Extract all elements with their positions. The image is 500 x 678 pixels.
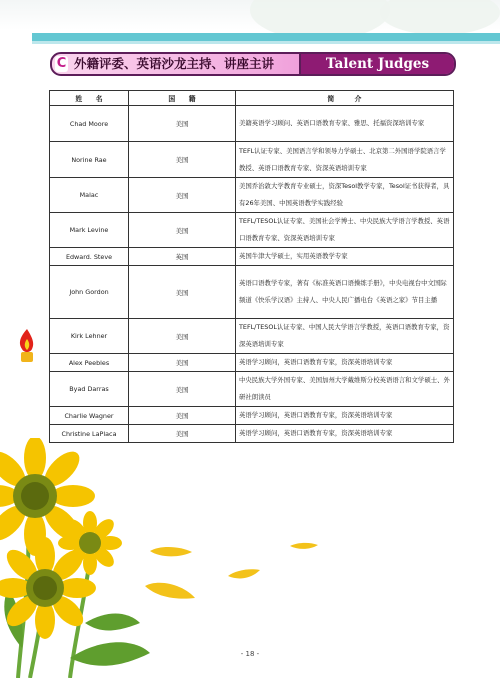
table-row [50, 213, 454, 248]
falling-petal [145, 543, 318, 599]
header-stripe-light [32, 41, 500, 44]
judge-nationality: 英国 [129, 248, 236, 266]
judge-intro: 英语学习顾问，英语口语教育专家，资深英语培训专家 [236, 407, 454, 425]
judge-nationality: 美国 [129, 372, 236, 407]
judge-intro: 美国乔治敦大学教育专业硕士，资深Tesol教学专家，Tesol证书获得者，具有26年美国、中国英语教学实践经验 [236, 178, 454, 213]
judge-intro: 中央民族大学外国专家、美国加州大学戴维斯分校英语语言和文学硕士、外研社朗读员 [236, 372, 454, 407]
table-row [50, 248, 454, 266]
judge-intro: TEFL/TESOL认证专家、中国人民大学语言学教授，英语口语教育专家，资深英语培训专家 [236, 319, 454, 354]
judge-nationality: 美国 [129, 407, 236, 425]
judge-nationality: 美国 [129, 178, 236, 213]
judge-intro: TEFL/TESOL认证专家、美国社会学博士、中央民族大学语言学教授、英语口语教育专家、资深英语培训专家 [236, 213, 454, 248]
judges-table [49, 90, 454, 443]
judge-intro: 英国牛津大学硕士，实用英语教学专家 [236, 248, 454, 266]
judge-intro: 英语学习顾问，英语口语教育专家，资深英语培训专家 [236, 354, 454, 372]
header-introduction: 简 介 [236, 91, 454, 106]
judge-nationality: 美国 [129, 106, 236, 142]
judge-name: Norine Rae [50, 142, 129, 178]
section-title-english-box [299, 54, 454, 74]
header-name: 姓 名 [50, 91, 129, 106]
header-nationality: 国 籍 [129, 91, 236, 106]
judge-nationality: 美国 [129, 319, 236, 354]
table-row [50, 142, 454, 178]
sunflower-decoration [0, 438, 340, 678]
judge-nationality: 美国 [129, 425, 236, 443]
table-row [50, 178, 454, 213]
judge-intro: 英语学习顾问，英语口语教育专家，资深英语培训专家 [236, 425, 454, 443]
judge-name: Mark Levine [50, 213, 129, 248]
table-header-row [50, 91, 454, 106]
section-title-chinese: 外籍评委、英语沙龙主持、讲座主讲 [74, 56, 275, 71]
sunflower-small [58, 511, 122, 575]
judge-intro: 美籍英语学习顾问、英语口语教育专家、雅思、托福资深培训专家 [236, 106, 454, 142]
judge-name: Malac [50, 178, 129, 213]
judge-name: Byad Darras [50, 372, 129, 407]
judge-nationality: 美国 [129, 266, 236, 319]
page-number: - 18 - [240, 650, 260, 658]
table-row [50, 319, 454, 354]
flame-ornament-icon [12, 325, 42, 365]
judge-name: Alex Peebles [50, 354, 129, 372]
judge-nationality: 美国 [129, 354, 236, 372]
judge-name: John Gordon [50, 266, 129, 319]
judge-intro: TEFL认证专家、美国语言学和领导力学硕士、北京第二外国语学院语言学教授、英语口语教育专家、资深英语培训专家 [236, 142, 454, 178]
table-row [50, 266, 454, 319]
table-row [50, 372, 454, 407]
section-badge: C [56, 56, 67, 71]
judge-nationality: 美国 [129, 142, 236, 178]
judge-name: Christine LaPlaca [50, 425, 129, 443]
judge-name: Kirk Lehner [50, 319, 129, 354]
judge-nationality: 美国 [129, 213, 236, 248]
judge-name: Chad Moore [50, 106, 129, 142]
table-row [50, 354, 454, 372]
section-title-bar [50, 52, 456, 76]
judge-name: Charlie Wagner [50, 407, 129, 425]
judge-name: Edward. Steve [50, 248, 129, 266]
section-title-english: Talent Judges [325, 56, 430, 72]
table-row [50, 106, 454, 142]
header-stripe [32, 33, 500, 41]
judge-intro: 英语口语教学专家，著有《标准英语口语操练手册》，中央电视台中文国际频道《快乐学汉语》主持人、中央人民广播电台《英语之家》节目主播 [236, 266, 454, 319]
table-row [50, 407, 454, 425]
